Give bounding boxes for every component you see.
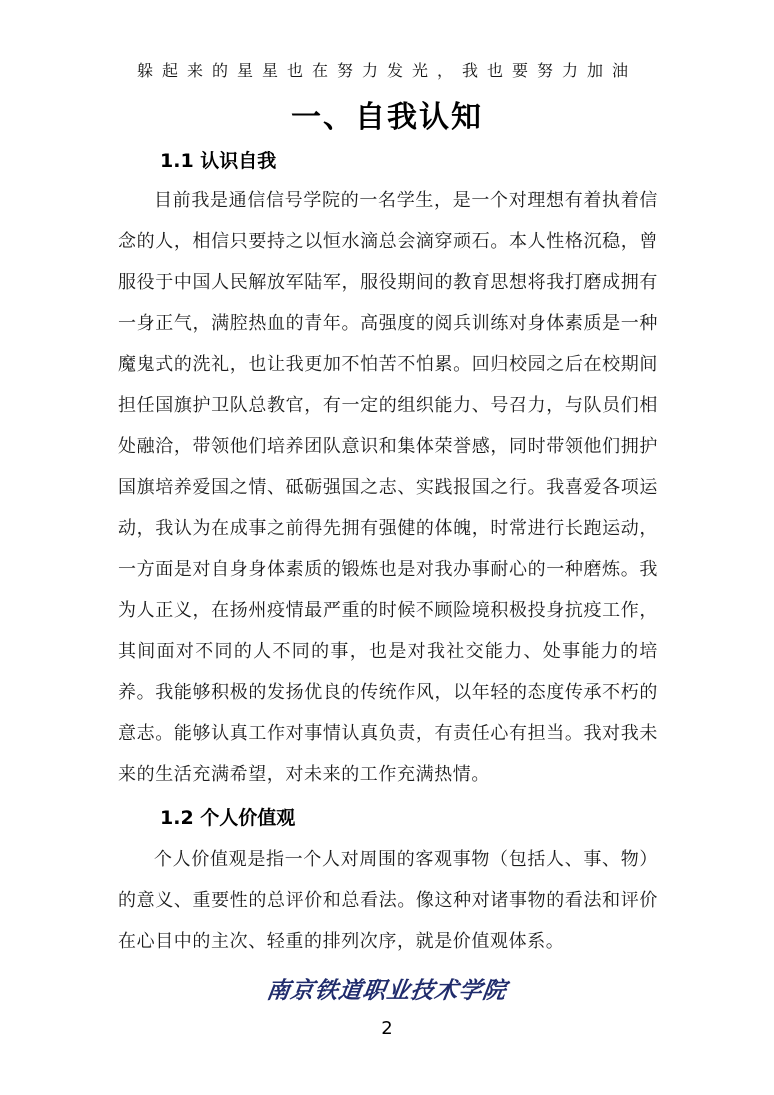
page-number: 2 [381, 1018, 393, 1039]
section-heading-1-1: 1.1 认识自我 [160, 150, 277, 172]
header-motto: 躲起来的星星也在努力发光，我也要努力加油 [136, 61, 637, 80]
chapter-title: 一、自我认知 [291, 100, 483, 135]
section-1-2-paragraph: 个人价值观是指一个人对周围的客观事物（包括人、事、物）的意义、重要性的总评价和总看法。像这种对诸事物的看法和评价在心目中的主次、轻重的排列次序，就是价值观体系。 [118, 849, 658, 952]
section-heading-1-2: 1.2 个人价值观 [160, 807, 296, 829]
school-logo: 南京铁道职业技术学院 [264, 977, 509, 1004]
section-1-1-paragraph: 目前我是通信信号学院的一名学生，是一个对理想有着执着信念的人，相信只要持之以恒水滴总会滴穿顽石。本人性格沉稳，曾服役于中国人民解放军陆军，服役期间的教育思想将我打磨成拥有一身正气，满腔热血的青年。高强度的阅兵训练对身体素质是一种魔鬼式的洗礼，也让我更加不怕苦不怕累。回归校园之后在校期间担任国旗护卫队总教官，有一定的组织能力、号召力，与队员们相处融洽，带领他们培养团队意识和集体荣誉感，同时带领他们拥护国旗培养爱国之情、砥砺强国之志、实践报国之行。我喜爱各项运动，我认为在成事之前得先拥有强健的体魄，时常进行长跑运动，一方面是对自身身体素质的锻炼也是对我办事耐心的一种磨炼。我为人正义，在扬州疫情最严重的时候不顾险境积极投身抗疫工作，其间面对不同的人不同的事，也是对我社交能力、处事能力的培养。我能够积极的发扬优良的传统作风，以年轻的态度传承不朽的意志。能够认真工作对事情认真负责，有责任心有担当。我对我未来的生活充满希望，对未来的工作充满热情。 [118, 190, 658, 785]
